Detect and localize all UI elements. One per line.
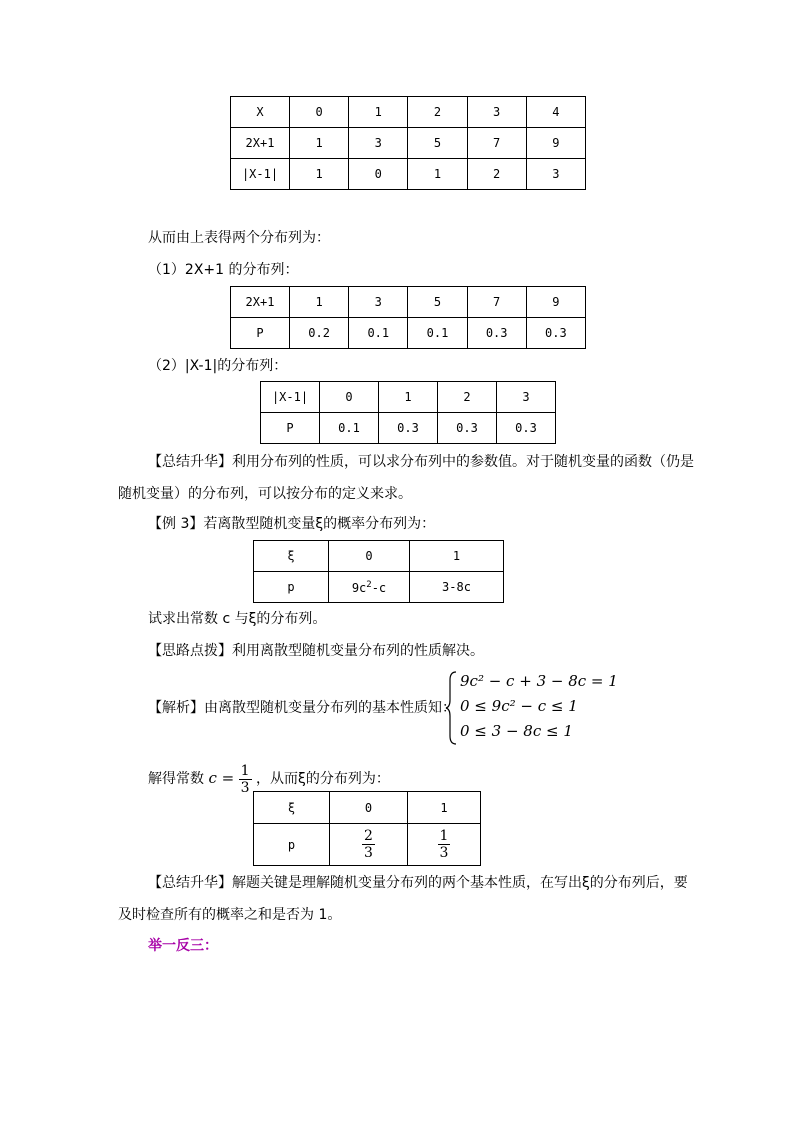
table-cell: 0.3 [379, 413, 438, 444]
table-cell: 2 [467, 159, 526, 190]
cell-xi: ξ [254, 792, 330, 824]
table-cell: X [231, 97, 290, 128]
table-cell: 1 [290, 159, 349, 190]
cell-p: p [254, 572, 329, 603]
cell-two-thirds: $\frac{2}{3}$ [330, 824, 408, 866]
cell-9c2-c: $9c^2-c$ [329, 572, 410, 603]
table-cell: 2X+1 [231, 287, 290, 318]
table-cell: 0.1 [408, 318, 467, 349]
table-cell: 1 [290, 287, 349, 318]
summary-2-line1: 【总结升华】解题关键是理解随机变量分布列的两个基本性质，在写出ξ的分布列后，要 [148, 875, 688, 891]
equation-1: 9c² − c + 3 − 8c = 1 [460, 672, 618, 690]
cell-xi: ξ [254, 541, 329, 572]
summary-1-line1: 【总结升华】利用分布列的性质，可以求分布列中的参数值。对于随机变量的函数（仍是 [148, 454, 694, 470]
table-cell: |X-1| [231, 159, 290, 190]
table-cell: 1 [349, 97, 408, 128]
table-row [231, 97, 586, 128]
table-cell: 0.3 [526, 318, 585, 349]
table-row [261, 413, 556, 444]
hint-text: 【思路点拨】利用离散型随机变量分布列的性质解决。 [148, 643, 484, 659]
table-cell: |X-1| [261, 382, 320, 413]
table-cell: 7 [467, 287, 526, 318]
table-cell: 4 [526, 97, 585, 128]
table-cell: 2 [408, 97, 467, 128]
text-from-table: 从而由上表得两个分布列为： [148, 230, 330, 246]
table-row [231, 128, 586, 159]
table-cell: P [261, 413, 320, 444]
table-cell: 0.3 [438, 413, 497, 444]
cell-p: p [254, 824, 330, 866]
table-cell: 3 [467, 97, 526, 128]
table-row [231, 287, 586, 318]
table-dist-absx1 [260, 381, 556, 444]
table-example3 [253, 540, 504, 603]
table-cell: 0.1 [320, 413, 379, 444]
table-cell: 7 [467, 128, 526, 159]
table-cell: 9 [526, 128, 585, 159]
table-xi-distribution [253, 791, 481, 866]
cell-3-8c: 3-8c [410, 572, 504, 603]
table-cell: 0.3 [467, 318, 526, 349]
table-cell: 9 [526, 287, 585, 318]
cell-one-third: $\frac{1}{3}$ [408, 824, 481, 866]
table-cell: 0 [349, 159, 408, 190]
text-dist-absx1: （2）|X-1|的分布列： [148, 358, 288, 374]
equation-2: 0 ≤ 9c² − c ≤ 1 [460, 697, 578, 715]
table-cell: 0.2 [290, 318, 349, 349]
table-cell: 2X+1 [231, 128, 290, 159]
text-dist-2x1: （1）2X+1 的分布列： [148, 262, 299, 278]
left-brace-icon [445, 670, 459, 746]
table-cell: 0 [320, 382, 379, 413]
cell-0: 0 [329, 541, 410, 572]
table-cell: 0.1 [349, 318, 408, 349]
table-cell: 5 [408, 128, 467, 159]
fraction-one-third: $\frac{1}{3}$ [240, 762, 250, 796]
cell-0: 0 [330, 792, 408, 824]
table-row [231, 159, 586, 190]
equation-system [445, 670, 618, 746]
summary-1-line2: 随机变量）的分布列，可以按分布的定义来求。 [118, 486, 412, 502]
cell-1: 1 [408, 792, 481, 824]
solve-line: 解得常数 c = $\frac{1}{3}$ ，从而ξ的分布列为： [148, 762, 390, 796]
example-3-heading: 【例 3】若离散型随机变量ξ的概率分布列为： [148, 516, 436, 532]
question-text: 试求出常数 c 与ξ的分布列。 [148, 611, 327, 627]
practice-heading: 举一反三： [148, 938, 218, 954]
equation-3: 0 ≤ 3 − 8c ≤ 1 [460, 722, 573, 740]
table-cell: 0 [290, 97, 349, 128]
cell-1: 1 [410, 541, 504, 572]
table-cell: 1 [379, 382, 438, 413]
table-cell: 5 [408, 287, 467, 318]
table-x-transform [230, 96, 586, 190]
analysis-label: 【解析】由离散型随机变量分布列的基本性质知： [148, 700, 456, 716]
table-dist-2x1 [230, 286, 586, 349]
table-cell: 0.3 [497, 413, 556, 444]
table-cell: P [231, 318, 290, 349]
table-cell: 3 [526, 159, 585, 190]
table-cell: 3 [349, 287, 408, 318]
solve-c: c = [208, 769, 235, 787]
table-cell: 3 [349, 128, 408, 159]
table-cell: 3 [497, 382, 556, 413]
table-row [261, 382, 556, 413]
table-row [231, 318, 586, 349]
table-cell: 2 [438, 382, 497, 413]
table-cell: 1 [408, 159, 467, 190]
summary-2-line2: 及时检查所有的概率之和是否为 1。 [118, 907, 342, 923]
table-cell: 1 [290, 128, 349, 159]
